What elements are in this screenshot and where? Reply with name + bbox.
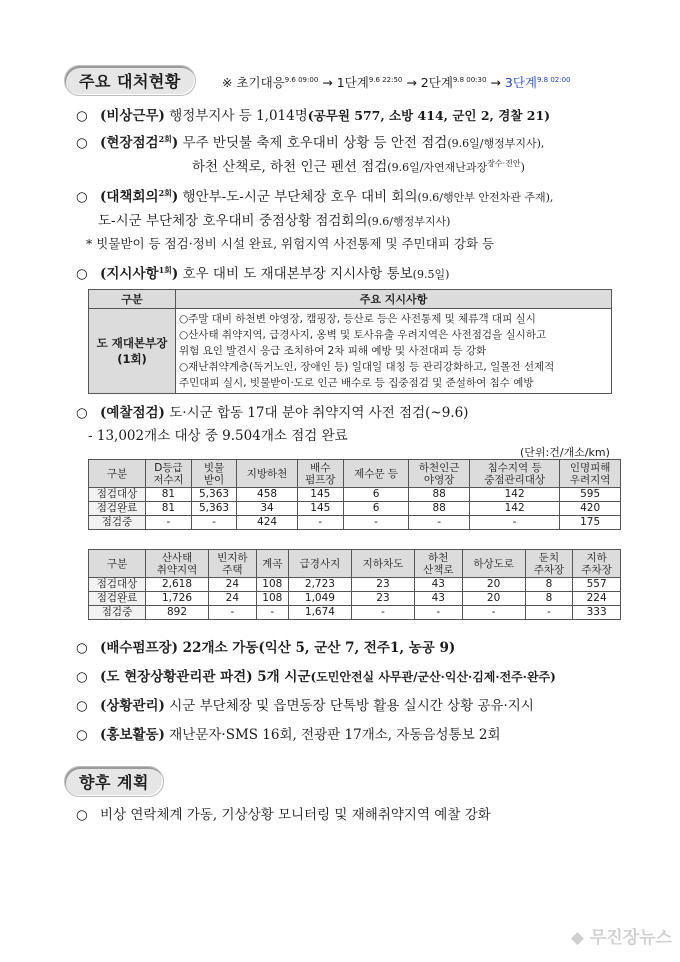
- table-cell: -: [343, 516, 409, 530]
- directive-line: 위험 요인 발견시 응급 조치하여 2차 피해 예방 및 사전대피 등 강화: [179, 345, 487, 357]
- directive-col-main: 주요 지시사항: [176, 290, 612, 309]
- table-cell: 1,674: [288, 606, 351, 620]
- table-cell: 2,723: [288, 578, 351, 592]
- directive-line: 주민대피 실시, 빗물받이·도로 인근 배수로 등 집중점검 및 준설하여 침수 예방: [179, 377, 534, 389]
- table-row: [89, 488, 621, 502]
- directive-line: ○산사태 취약지역, 급경사지, 옹벽 및 토사유출 우려지역은 사전점검을 실시하고: [179, 329, 547, 341]
- item-drain-pumps: ○ (배수펌프장) 22개소 가동(익산 5, 군산 7, 전주1, 농공 9): [76, 640, 456, 656]
- table-header-cell: 구분: [89, 550, 146, 578]
- item-future-plan: ○ 비상 연락체계 가동, 기상상황 모니터링 및 재해취약지역 예찰 강화: [76, 807, 491, 823]
- table-cell: -: [409, 516, 470, 530]
- table-row: [89, 578, 621, 592]
- item-directive: ○ (지시사항$^{1회}$) 호우 대비 도 재대본부장 지시사항 통보(9.5일): [76, 265, 450, 282]
- item-countermeasure-meeting-cont: 도-시군 부단체장 호우대비 중점상황 점검회의(9.6/행정부지사): [98, 213, 451, 229]
- table-header-cell: 지하 주차장: [573, 550, 621, 578]
- table-cell: 224: [573, 592, 621, 606]
- table-cell: 108: [256, 592, 288, 606]
- note-drainage: * 빗물받이 등 점검·정비 시설 완료, 위험지역 사전통제 및 주민대피 강화 등: [86, 236, 495, 251]
- unit-label: (단위:건/개소/km): [520, 446, 610, 459]
- table-header-cell: 빗물 받이: [191, 460, 236, 488]
- table-header-cell: 하천 산책로: [414, 550, 462, 578]
- table-cell: 6: [343, 502, 409, 516]
- table-cell: 557: [573, 578, 621, 592]
- table-cell: 5,363: [191, 488, 236, 502]
- table-cell: 420: [560, 502, 621, 516]
- table-cell: -: [256, 606, 288, 620]
- directive-col-category: 구분: [89, 290, 176, 309]
- table-cell: 8: [525, 592, 573, 606]
- table-cell: 1,726: [146, 592, 209, 606]
- table-cell: 595: [560, 488, 621, 502]
- table-cell: 43: [414, 578, 462, 592]
- table-cell: 333: [573, 606, 621, 620]
- inspection-table-2: [88, 549, 621, 620]
- table-cell: -: [146, 516, 192, 530]
- table-cell: 20: [462, 592, 525, 606]
- table-cell: 424: [237, 516, 298, 530]
- row-label-cell: 점검대상: [89, 578, 146, 592]
- table-cell: 1,049: [288, 592, 351, 606]
- table-cell: 81: [146, 502, 192, 516]
- table-header-cell: 급경사지: [288, 550, 351, 578]
- table-cell: 6: [343, 488, 409, 502]
- table-cell: -: [462, 606, 525, 620]
- table-cell: -: [209, 606, 257, 620]
- directive-row-label: 도 재대본부장 (1회): [89, 309, 176, 394]
- section-title-current-response: 주요 대처현황: [64, 65, 196, 96]
- table-cell: 175: [560, 516, 621, 530]
- table-header-cell: 하천인근 야영장: [409, 460, 470, 488]
- table-cell: 88: [409, 488, 470, 502]
- table-header-row: [89, 550, 621, 578]
- table-header-cell: 빈지하 주택: [209, 550, 257, 578]
- table-cell: 43: [414, 592, 462, 606]
- table-cell: 2,618: [146, 578, 209, 592]
- table-cell: -: [191, 516, 236, 530]
- table-cell: -: [525, 606, 573, 620]
- row-label-cell: 점검중: [89, 606, 146, 620]
- table-cell: 142: [469, 502, 559, 516]
- item-onsite-inspection: ○ (현장점검$^{2회}$) 무주 반딧불 축제 호우대비 상황 등 안전 점검(9.6일/행정부지사),: [76, 134, 545, 151]
- table-cell: -: [297, 516, 343, 530]
- table-header-row: [89, 460, 621, 488]
- section-title-future-plan: 향후 계획: [64, 766, 164, 797]
- table-cell: 892: [146, 606, 209, 620]
- table-cell: -: [469, 516, 559, 530]
- table-header-cell: 침수지역 등 중점관리대상: [469, 460, 559, 488]
- table-cell: 24: [209, 578, 257, 592]
- table-cell: 34: [237, 502, 298, 516]
- table-header-cell: 배수 펌프장: [297, 460, 343, 488]
- table-row: [89, 606, 621, 620]
- table-header-cell: D등급 저수지: [146, 460, 192, 488]
- item-emergency-duty: ○ (비상근무) 행정부지사 등 1,014명(공무원 577, 소방 414, 군인 2, 경찰 21): [76, 108, 551, 124]
- table-header-cell: 지방하천: [237, 460, 298, 488]
- table-cell: 5,363: [191, 502, 236, 516]
- table-cell: 145: [297, 488, 343, 502]
- table-cell: 23: [351, 578, 414, 592]
- table-header-cell: 둔치 주차장: [525, 550, 573, 578]
- item-situation-management: ○ (상황관리) 시군 부단체장 및 읍면동장 단톡방 활용 실시간 상황 공유·지시: [76, 698, 534, 714]
- alert-stage-timeline: ※ 초기대응$^{9.6 09:00}$ → 1단계$^{9.6 22:50}$ → 2단계$^{9.8 00:30}$ → 3단계$^{9.8 02:00}$: [222, 75, 571, 90]
- table-cell: 8: [525, 578, 573, 592]
- table-cell: 88: [409, 502, 470, 516]
- table-row: [89, 592, 621, 606]
- table-header-cell: 제수문 등: [343, 460, 409, 488]
- table-cell: 20: [462, 578, 525, 592]
- row-label-cell: 점검중: [89, 516, 146, 530]
- inspection-table-1: [88, 459, 621, 530]
- stage-3-label: 3단계: [504, 75, 537, 90]
- row-label-cell: 점검완료: [89, 592, 146, 606]
- table-cell: 24: [209, 592, 257, 606]
- table-header-cell: 구분: [89, 460, 146, 488]
- table-cell: 108: [256, 578, 288, 592]
- item-onsite-manager-dispatch: ○ (도 현장상황관리관 파견) 5개 시군(도민안전실 사무관/군산·익산·김제·전주·완주): [76, 669, 556, 685]
- table-header-cell: 지하차도: [351, 550, 414, 578]
- table-cell: -: [414, 606, 462, 620]
- table-cell: 145: [297, 502, 343, 516]
- item-onsite-inspection-cont: 하천 산책로, 하천 인근 펜션 점검(9.6일/자연재난과장$^{장수\cdot 진안}$): [192, 159, 525, 175]
- table-row: [89, 502, 621, 516]
- item-patrol-inspection: ○ (예찰점검) 도·시군 합동 17대 분야 취약지역 사전 점검(~9.6): [76, 405, 469, 421]
- table-cell: 81: [146, 488, 192, 502]
- directive-line: ○주말 대비 하천변 야영장, 캠핑장, 등산로 등은 사전통제 및 체류객 대피 실시: [179, 313, 536, 325]
- table-header-cell: 계곡: [256, 550, 288, 578]
- table-cell: 458: [237, 488, 298, 502]
- table-cell: 23: [351, 592, 414, 606]
- table-cell: -: [351, 606, 414, 620]
- inspection-progress: - 13,002개소 대상 중 9.504개소 점검 완료: [88, 428, 348, 444]
- watermark-logo: ◆ 무진장뉴스: [570, 928, 672, 948]
- item-publicity: ○ (홍보활동) 재난문자·SMS 16회, 전광판 17개소, 자동음성통보 2회: [76, 727, 501, 743]
- directive-content: [176, 309, 612, 394]
- table-row: [89, 516, 621, 530]
- row-label-cell: 점검대상: [89, 488, 146, 502]
- directive-table: [88, 289, 612, 394]
- row-label-cell: 점검완료: [89, 502, 146, 516]
- table-cell: 142: [469, 488, 559, 502]
- table-header-cell: 인명피해 우려지역: [560, 460, 621, 488]
- item-countermeasure-meeting: ○ (대책회의$^{2회}$) 행안부-도-시군 부단체장 호우 대비 회의(9.6/행안부 안전차관 주재),: [76, 188, 554, 205]
- table-header-cell: 산사태 취약지역: [146, 550, 209, 578]
- directive-line: ○재난취약계층(독거노인, 장애인 등) 일대일 대칭 등 관리강화하고, 일몰전 선제적: [179, 361, 555, 373]
- table-header-cell: 하상도로: [462, 550, 525, 578]
